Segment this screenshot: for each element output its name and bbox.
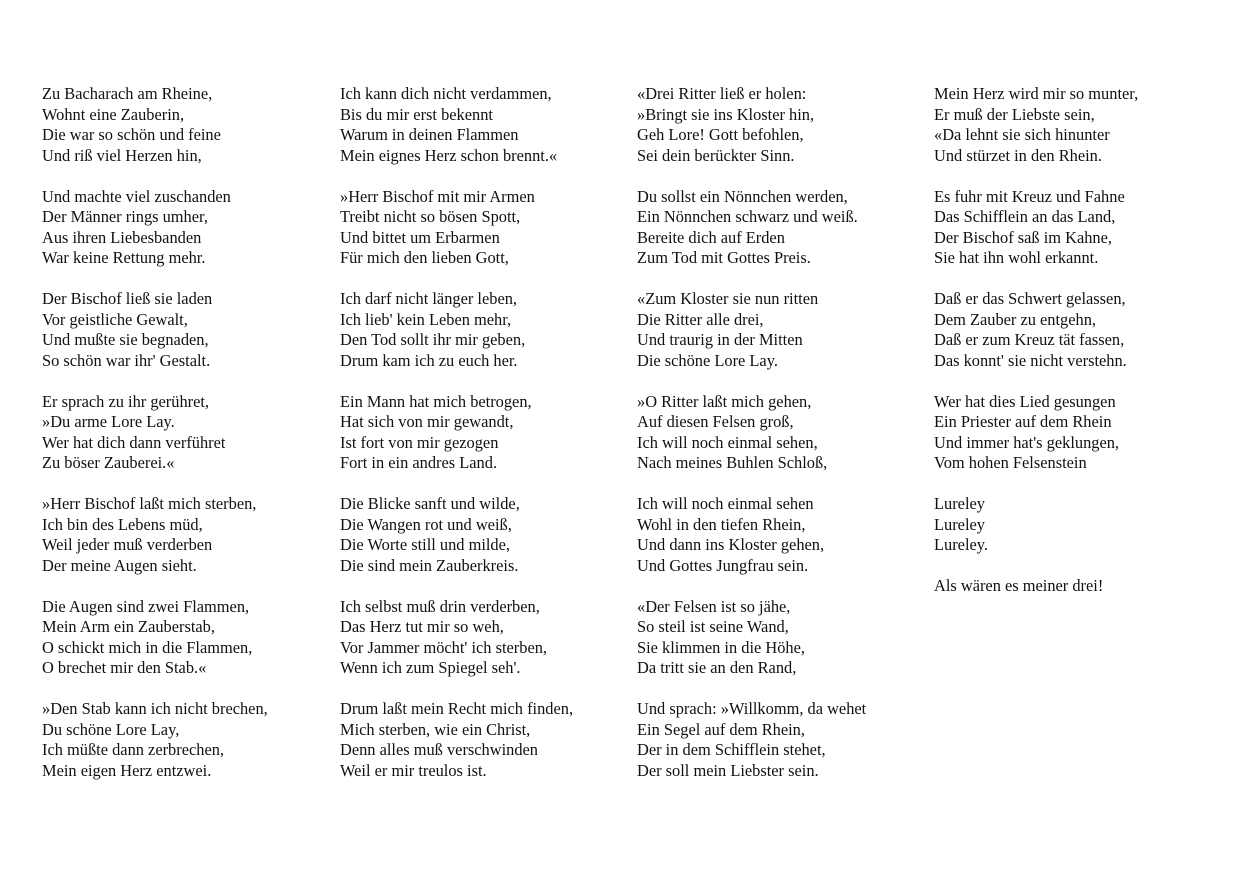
verse-line: Ein Mann hat mich betrogen, xyxy=(340,391,532,411)
stanza xyxy=(340,187,630,269)
verse-line: Er sprach zu ihr gerühret, xyxy=(42,391,210,411)
verse-line: Fort in ein andres Land. xyxy=(340,453,498,472)
verse-line: Bis du mir erst bekennt xyxy=(340,104,493,124)
verse-line: Die sind mein Zauberkreis. xyxy=(340,555,519,575)
stanza xyxy=(340,494,630,576)
verse-line: So schön war ihr' Gestalt. xyxy=(42,350,211,370)
verse-line: Daß er zum Kreuz tät fassen, xyxy=(934,330,1125,349)
verse-line: Dem Zauber zu entgehn, xyxy=(934,309,1097,329)
verse-line: Er muß der Liebste sein, xyxy=(934,104,1095,124)
verse-line: Ich müßte dann zerbrechen, xyxy=(42,740,225,759)
verse-line: Weil jeder muß verderben xyxy=(42,535,213,554)
verse-line: O schickt mich in die Flammen, xyxy=(42,637,253,657)
stanza xyxy=(42,597,332,679)
stanza xyxy=(637,289,927,371)
verse-line: »Herr Bischof mit mir Armen xyxy=(340,186,535,206)
verse-line: Mein Arm ein Zauberstab, xyxy=(42,617,215,636)
stanza xyxy=(637,699,927,781)
verse-line: Mich sterben, wie ein Christ, xyxy=(340,719,531,739)
verse-line: »Herr Bischof laßt mich sterben, xyxy=(42,494,257,513)
poem-column-3 xyxy=(637,84,927,802)
verse-line: Wer hat dich dann verführet xyxy=(42,432,226,452)
verse-line: Zum Tod mit Gottes Preis. xyxy=(637,248,811,267)
verse-line: Und machte viel zuschanden xyxy=(42,186,231,206)
stanza xyxy=(637,494,927,576)
stanza xyxy=(637,392,927,474)
verse-line: Mein eignes Herz schon brennt.« xyxy=(340,145,558,165)
verse-line: Ein Segel auf dem Rhein, xyxy=(637,719,805,739)
stanza xyxy=(340,84,630,166)
verse-line: Die Blicke sanft und wilde, xyxy=(340,494,520,513)
verse-line: Lureley xyxy=(934,514,985,534)
verse-line: Und riß viel Herzen hin, xyxy=(42,145,202,165)
verse-line: Die Ritter alle drei, xyxy=(637,309,764,329)
verse-line: Drum laßt mein Recht mich finden, xyxy=(340,699,574,718)
verse-line: Der Bischof saß im Kahne, xyxy=(934,227,1112,247)
verse-line: Bereite dich auf Erden xyxy=(637,227,785,247)
poem-column-1 xyxy=(42,84,332,802)
stanza xyxy=(637,84,927,166)
verse-line: »O Ritter laßt mich gehen, xyxy=(637,391,812,411)
verse-line: So steil ist seine Wand, xyxy=(637,617,789,636)
verse-line: Ich selbst muß drin verderben, xyxy=(340,596,540,616)
verse-line: Der soll mein Liebster sein. xyxy=(637,760,819,780)
verse-line: Das Schifflein an das Land, xyxy=(934,207,1116,226)
verse-line: Und mußte sie begnaden, xyxy=(42,330,209,349)
verse-line: Ich will noch einmal sehen, xyxy=(637,432,818,452)
verse-line: Ich will noch einmal sehen xyxy=(637,494,814,513)
verse-line: Ich darf nicht länger leben, xyxy=(340,289,518,308)
verse-line: Es fuhr mit Kreuz und Fahne xyxy=(934,186,1125,206)
verse-line: Und dann ins Kloster gehen, xyxy=(637,535,825,554)
verse-line: Ich kann dich nicht verdammen, xyxy=(340,84,552,103)
verse-line: Zu böser Zauberei.« xyxy=(42,453,175,472)
verse-line: Vom hohen Felsenstein xyxy=(934,453,1087,472)
verse-line: Und bittet um Erbarmen xyxy=(340,227,500,247)
verse-line: Ein Priester auf dem Rhein xyxy=(934,412,1112,431)
verse-line: Und immer hat's geklungen, xyxy=(934,432,1120,452)
verse-line: Ist fort von mir gezogen xyxy=(340,432,499,452)
verse-line: Auf diesen Felsen groß, xyxy=(637,412,794,431)
stanza xyxy=(42,84,332,166)
verse-line: Aus ihren Liebesbanden xyxy=(42,227,202,247)
verse-line: Das Herz tut mir so weh, xyxy=(340,617,504,636)
verse-line: »Den Stab kann ich nicht brechen, xyxy=(42,699,268,718)
verse-line: Wenn ich zum Spiegel seh'. xyxy=(340,658,521,677)
verse-line: Vor Jammer möcht' ich sterben, xyxy=(340,637,548,657)
verse-line: Mein Herz wird mir so munter, xyxy=(934,84,1139,103)
verse-line: Die war so schön und feine xyxy=(42,125,221,144)
verse-line: Geh Lore! Gott befohlen, xyxy=(637,125,804,144)
stanza xyxy=(934,187,1224,269)
verse-line: Hat sich von mir gewandt, xyxy=(340,412,514,431)
verse-line: Die Wangen rot und weiß, xyxy=(340,514,512,534)
verse-line: Und stürzet in den Rhein. xyxy=(934,145,1102,165)
stanza xyxy=(934,84,1224,166)
verse-line: Wohl in den tiefen Rhein, xyxy=(637,514,806,534)
verse-line: O brechet mir den Stab.« xyxy=(42,658,207,677)
stanza xyxy=(42,392,332,474)
verse-line: «Da lehnt sie sich hinunter xyxy=(934,125,1110,144)
verse-line: Ein Nönnchen schwarz und weiß. xyxy=(637,207,858,226)
stanza xyxy=(934,289,1224,371)
stanza xyxy=(934,392,1224,474)
stanza xyxy=(934,576,1224,597)
verse-line: Lureley xyxy=(934,494,985,513)
verse-line: Du schöne Lore Lay, xyxy=(42,719,180,739)
verse-line: Sie hat ihn wohl erkannt. xyxy=(934,248,1099,267)
verse-line: Den Tod sollt ihr mir geben, xyxy=(340,330,526,349)
verse-line: Der Männer rings umher, xyxy=(42,207,208,226)
verse-line: Die Worte still und milde, xyxy=(340,535,511,554)
verse-line: Warum in deinen Flammen xyxy=(340,125,519,144)
verse-line: Der Bischof ließ sie laden xyxy=(42,289,213,308)
verse-line: War keine Rettung mehr. xyxy=(42,248,206,267)
verse-line: Lureley. xyxy=(934,535,988,554)
verse-line: Sei dein berückter Sinn. xyxy=(637,145,795,165)
verse-line: Treibt nicht so bösen Spott, xyxy=(340,207,521,226)
verse-line: «Zum Kloster sie nun ritten xyxy=(637,289,819,308)
verse-line: Drum kam ich zu euch her. xyxy=(340,350,518,370)
verse-line: »Bringt sie ins Kloster hin, xyxy=(637,104,815,124)
poem-column-4 xyxy=(934,84,1224,617)
verse-line: Als wären es meiner drei! xyxy=(934,576,1104,595)
poem-column-2 xyxy=(340,84,630,802)
verse-line: Wer hat dies Lied gesungen xyxy=(934,391,1116,411)
verse-line: Die Augen sind zwei Flammen, xyxy=(42,596,250,616)
verse-line: Da tritt sie an den Rand, xyxy=(637,658,797,677)
stanza xyxy=(340,289,630,371)
verse-line: Und sprach: »Willkomm, da wehet xyxy=(637,699,867,718)
verse-line: Der in dem Schifflein stehet, xyxy=(637,740,826,759)
stanza xyxy=(42,187,332,269)
verse-line: Und Gottes Jungfrau sein. xyxy=(637,555,809,575)
verse-line: Daß er das Schwert gelassen, xyxy=(934,289,1126,308)
stanza xyxy=(42,699,332,781)
verse-line: Mein eigen Herz entzwei. xyxy=(42,760,212,780)
verse-line: Das konnt' sie nicht verstehn. xyxy=(934,350,1127,370)
verse-line: Du sollst ein Nönnchen werden, xyxy=(637,186,848,206)
stanza xyxy=(637,597,927,679)
verse-line: Und traurig in der Mitten xyxy=(637,330,803,349)
stanza xyxy=(42,494,332,576)
verse-line: Denn alles muß verschwinden xyxy=(340,740,539,759)
stanza xyxy=(340,392,630,474)
verse-line: Vor geistliche Gewalt, xyxy=(42,309,188,329)
verse-line: Die schöne Lore Lay. xyxy=(637,350,778,370)
verse-line: «Drei Ritter ließ er holen: xyxy=(637,84,807,103)
stanza xyxy=(340,597,630,679)
verse-line: Sie klimmen in die Höhe, xyxy=(637,637,805,657)
stanza xyxy=(42,289,332,371)
verse-line: Ich bin des Lebens müd, xyxy=(42,514,203,534)
stanza xyxy=(340,699,630,781)
verse-line: Der meine Augen sieht. xyxy=(42,555,197,575)
stanza xyxy=(637,187,927,269)
verse-line: Ich lieb' kein Leben mehr, xyxy=(340,309,512,329)
verse-line: Für mich den lieben Gott, xyxy=(340,248,509,267)
stanza xyxy=(934,494,1224,556)
verse-line: Nach meines Buhlen Schloß, xyxy=(637,453,828,472)
verse-line: «Der Felsen ist so jähe, xyxy=(637,596,791,616)
verse-line: »Du arme Lore Lay. xyxy=(42,412,175,431)
verse-line: Weil er mir treulos ist. xyxy=(340,760,487,780)
verse-line: Wohnt eine Zauberin, xyxy=(42,104,185,124)
verse-line: Zu Bacharach am Rheine, xyxy=(42,84,213,103)
